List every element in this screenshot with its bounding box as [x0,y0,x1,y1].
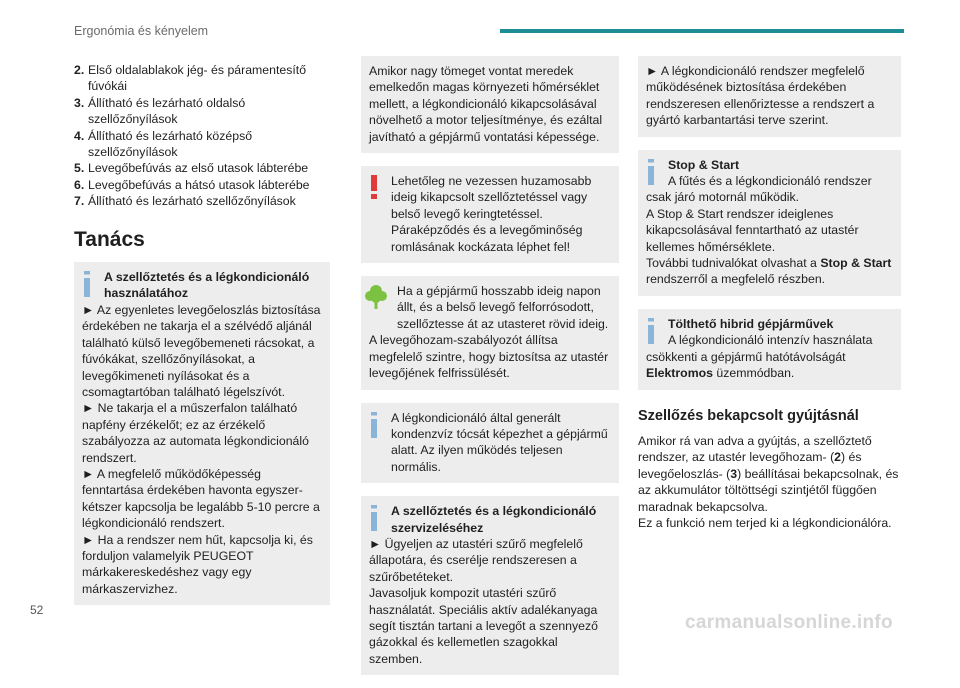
info-box-title: Tölthető hibrid gépjárművek [668,316,834,331]
info-icon [645,318,657,344]
column-3 [638,56,901,531]
list-number: 5. [74,161,85,176]
para-text: Amikor rá van adva a gyújtás, a szellőztető rendszer, az utastér levegőhozam- ( [638,433,872,465]
list-text: Levegőbefúvás az első utasok lábterébe [88,161,309,176]
list-number: 3. [74,95,85,110]
warning-icon [368,174,380,200]
page-header-title: Ergonómia és kényelem [74,24,209,38]
info-icon [81,271,93,297]
para-text: ) és levegőeloszlás- ( [638,450,862,481]
watermark: carmanualsonline.info [685,612,893,633]
eco-text-2: A levegőhozam-szabályozót állítsa megfelelő szintre, hogy biztosítsa az utastér levegőjének felfrissülését. [369,333,609,381]
tip-line: ► A megfelelő működőképesség fenntartása érdekében havonta egyszer-kétszer kapcsolja be legalább 5-10 percre a légkondicionáló rendszert. [82,466,320,531]
info-icon [645,159,657,185]
list-number: 6. [74,177,85,192]
list-item [74,62,330,95]
column-2 [361,56,619,688]
list-number: 4. [74,128,85,143]
tree-icon [365,284,387,310]
hybrid-text-pre: A légkondicionáló intenzív használata csökkenti a gépjármű hatótávolságát [646,333,873,364]
info-text-post: rendszerről a megfelelő részben. [646,272,826,287]
info-icon [368,505,380,531]
hybrid-text-post: üzemmódban. [712,366,795,381]
info-icon [368,412,380,438]
info-box-title: A szellőztetés és a légkondicionáló szervizeléséhez [391,504,597,535]
paragraph-ignition [638,433,901,515]
info-text-more [646,255,893,288]
stop-start-link-text: Stop & Start [820,256,892,271]
info-box-condensation [361,403,619,484]
para-ref-3: 3 [730,466,738,481]
list-item [74,160,330,176]
tip-box-usage [74,262,330,605]
info-text [646,332,893,381]
para-text: ) beállításai bekapcsolnak, és az akkumulátor töltöttségi szintjétől függően maradnak bekapcsolva. [638,466,899,514]
warning-text: Lehetőleg ne vezessen huzamosabb ideig kikapcsolt szellőztetéssel vagy belső levegő keringtetéssel. Páraképződés és a levegőminőség romlásának kockázata léphet fel! [391,174,592,254]
eco-box-sun [361,276,619,389]
note-text: ► A légkondicionáló rendszer megfelelő működésének biztosítása érdekében rendszeresen ellenőriztesse a rendszert a gyártó karbantartási terve szerint. [646,64,875,128]
list-text: Első oldalablakok jég- és páramentesítő fúvókái [88,63,307,94]
note-box-maintenance [638,56,901,137]
note-text: Amikor nagy tömeget vontat meredek emelkedőn magas környezeti hőmérséklet mellett, a légkondicionáló kikapcsolásával növelhető a motor teljesítménye, és ezáltal javítható a gépjármű vontatási képessége. [369,64,603,144]
section-heading-ventilation: Szellőzés bekapcsolt gyújtásnál [638,407,859,424]
info-box-title: Stop & Start [668,157,740,172]
section-heading-tanacs: Tanács [74,227,145,251]
list-number: 7. [74,194,85,209]
page-number: 52 [30,603,44,617]
info-text-pre: További tudnivalókat olvashat a [646,256,821,271]
list-item [74,95,330,128]
warning-box-ventilation [361,166,619,263]
info-text: A fűtés és a légkondicionáló rendszer csak járó motornál működik. [646,174,872,205]
para-ref-2: 2 [834,450,842,465]
list-text: Állítható és lezárható szellőzőnyílások [88,194,296,209]
header-rule [500,29,904,33]
eco-text-1: Ha a gépjármű hosszabb ideig napon állt, és a belső levegő felforrósodott, szellőztesse át az utasteret rövid ideig. [397,284,609,331]
info-text: Javasoljuk kompozit utastéri szűrő használatát. Speciális aktív adalékanyaga segít tisztán tartani a levegőt a szennyező gázokkal és kellemetlen szagokkal szemben. [369,586,598,666]
info-box-servicing [361,496,619,675]
info-box-stop-start [638,150,901,296]
note-box-towing [361,56,619,153]
list-item [74,193,330,209]
paragraph-ac-note: Ez a funkció nem terjed ki a légkondicionálóra. [638,515,892,530]
hybrid-mode-name: Elektromos [646,366,713,381]
tip-line: ► Ha a rendszer nem hűt, kapcsolja ki, és forduljon valamelyik PEUGEOT márkakereskedéshez vagy egy márkaszervizhez. [82,532,313,596]
tip-line: ► Az egyenletes levegőeloszlás biztosítása érdekében ne takarja el a szélvédő aljánál található külső levegőbemeneti rácsokat, a fúvókákat, szellőzőnyílásokat, a levegőkimeneti nyílásokat és a csomagtartóban található légelszívót. [82,302,321,399]
list-number: 2. [74,63,85,77]
info-text: ► Ügyeljen az utastéri szűrő megfelelő állapotára, és cserélje rendszeresen a szűrőbetéteket. [369,536,583,584]
list-text: Levegőbefúvás a hátsó utasok lábterébe [88,177,310,192]
info-text: A légkondicionáló által generált kondenzvíz tócsát képezhet a gépjármű alatt. Az ilyen működés teljesen normális. [391,410,608,474]
info-box-hybrid [638,309,901,390]
numbered-list [74,62,330,210]
list-item [74,128,330,161]
list-item [74,177,330,193]
list-text: Állítható és lezárható középső szellőzőnyílások [88,128,253,160]
tip-line: ► Ne takarja el a műszerfalon található napfény érzékelőt; ez az érzékelő szabályozza az automata légkondicionáló rendszert. [82,401,309,465]
list-text: Állítható és lezárható oldalsó szellőzőnyílások [88,95,246,127]
tip-box-title: A szellőztetés és a légkondicionáló használatához [104,270,310,301]
column-1 [74,62,330,618]
info-text: A Stop & Start rendszer ideiglenes kikapcsolásával fenntartható az utastér kellemes hőmérséklete. [646,206,859,254]
